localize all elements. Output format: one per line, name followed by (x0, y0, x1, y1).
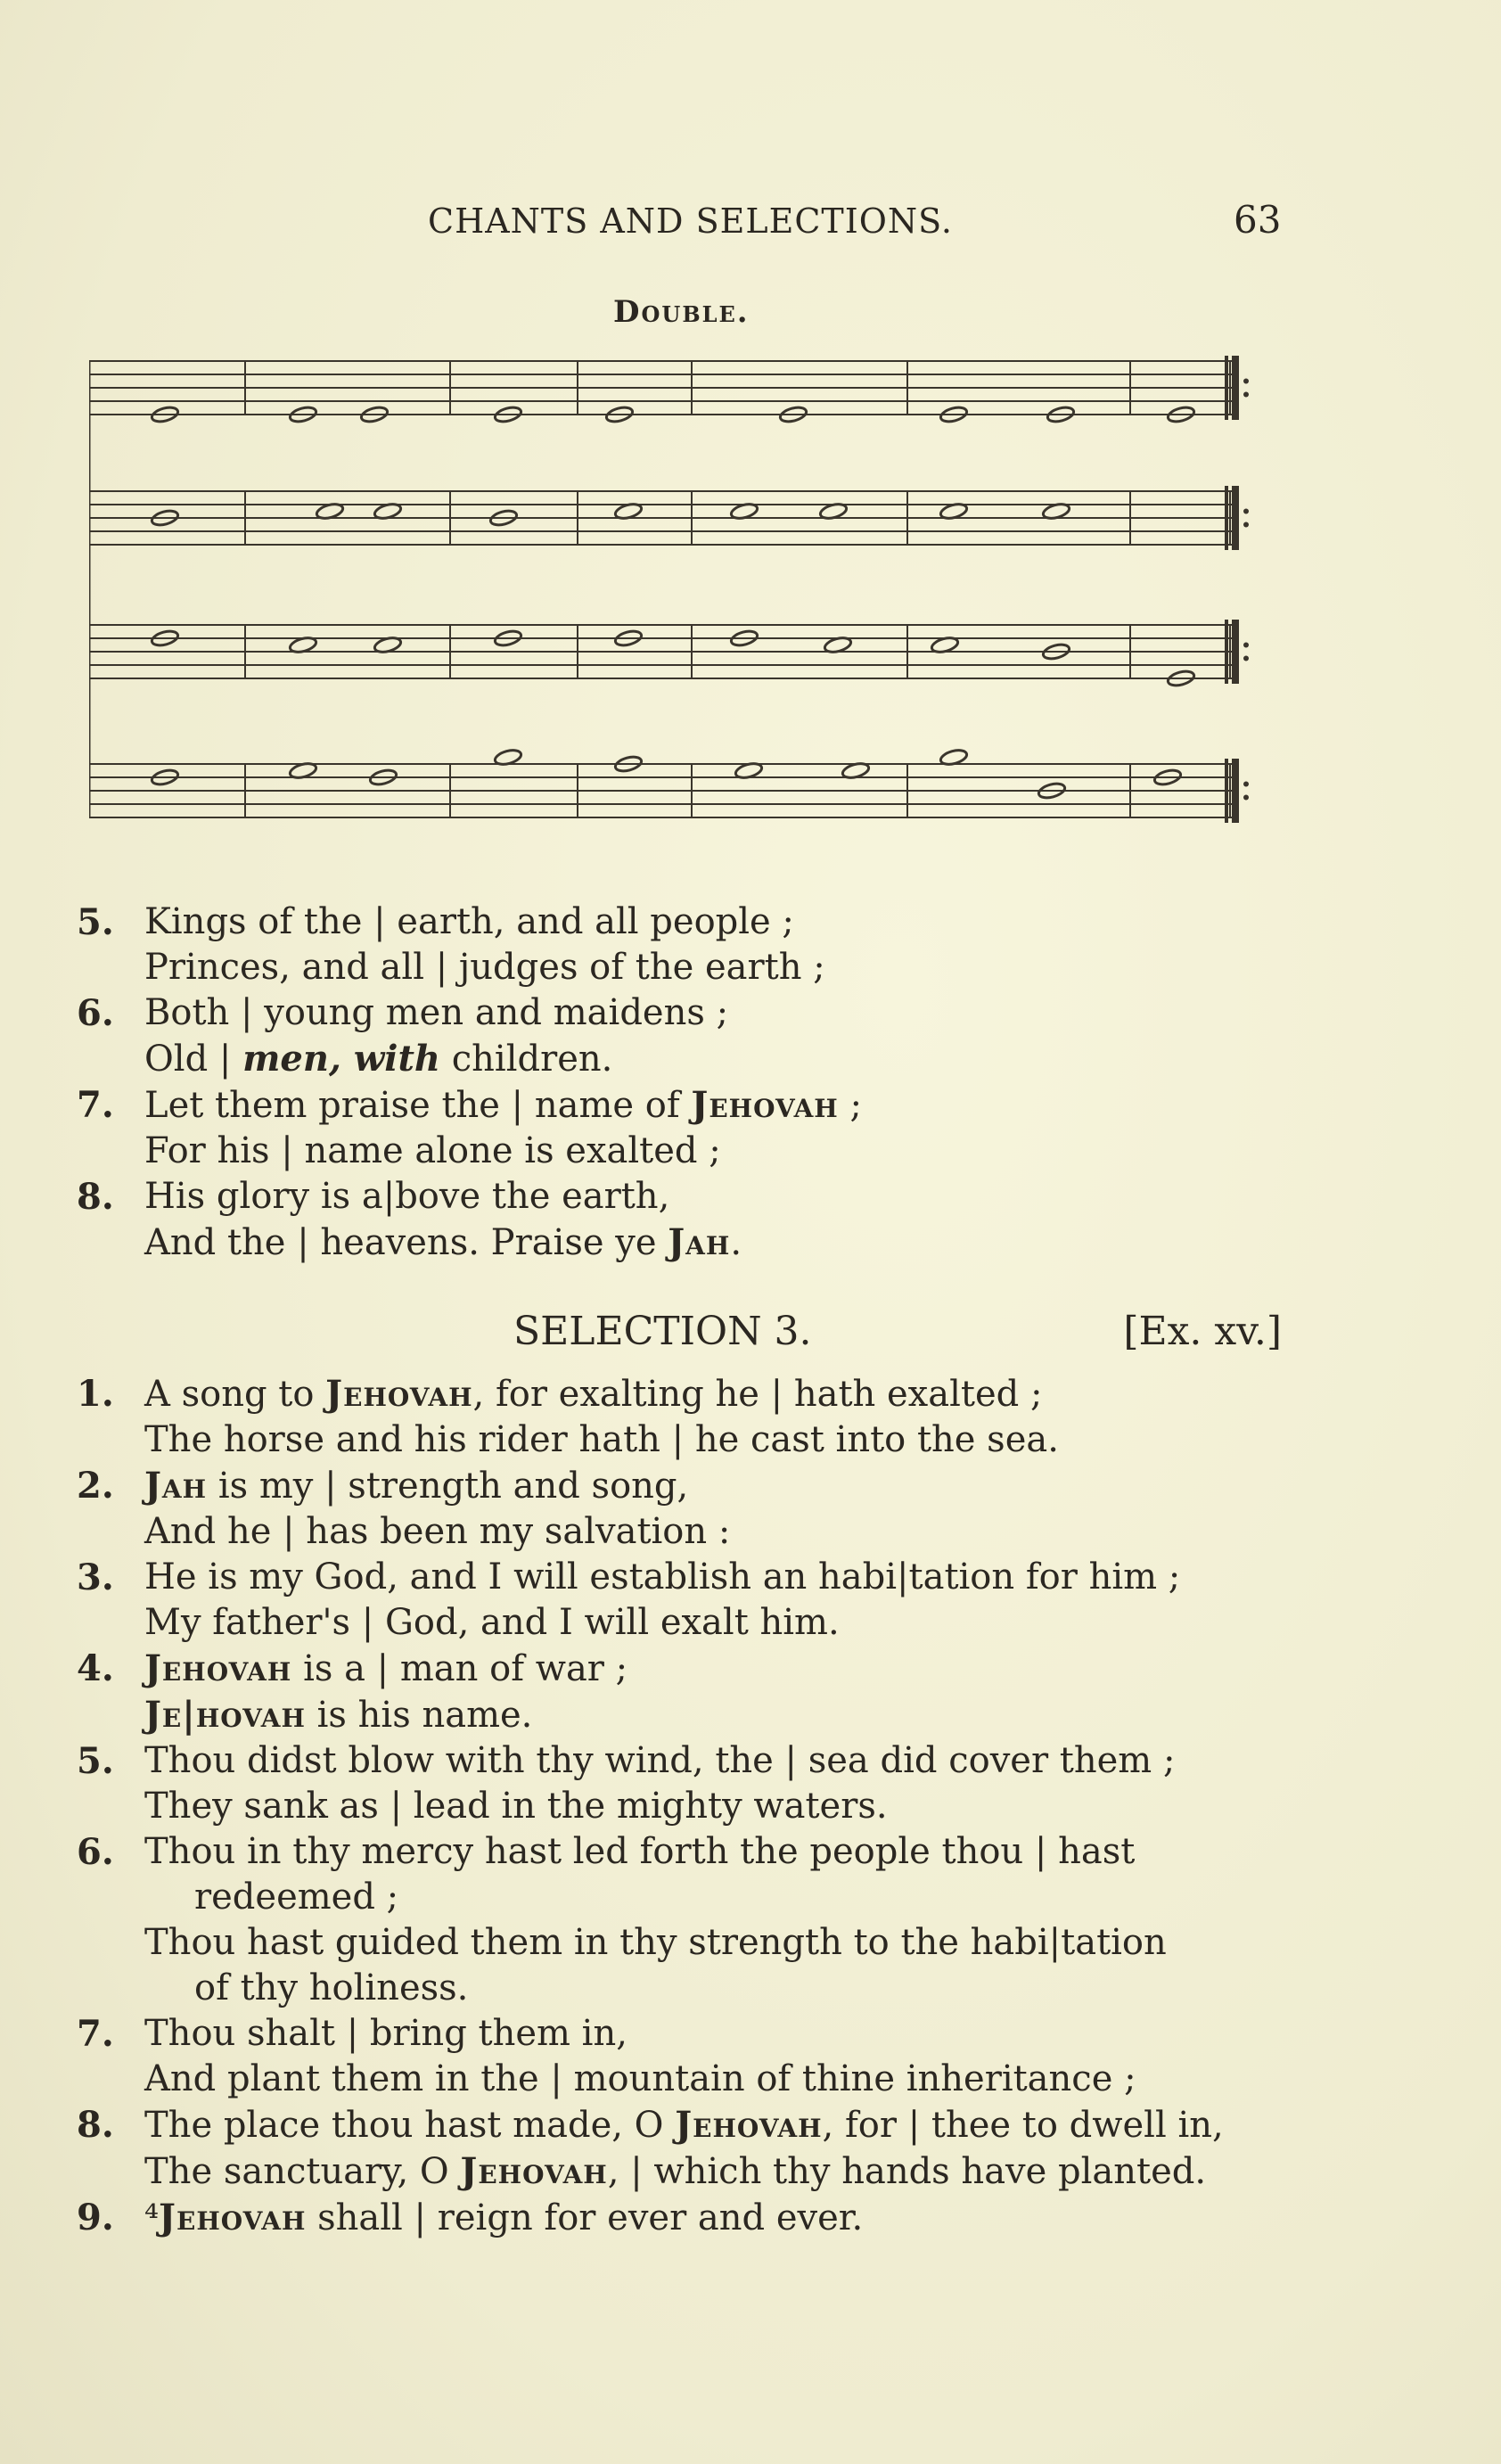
verse (77, 2195, 1298, 2241)
verse-number: 9. (77, 2197, 114, 2238)
verse (77, 1174, 1298, 1266)
verse-line: Je|hovah is his name. (144, 1694, 533, 1736)
verse-line: And he | has been my salvation : (144, 1511, 731, 1552)
running-title: CHANTS AND SELECTIONS. (428, 201, 953, 241)
verse-line: Both | young men and maidens ; (144, 992, 729, 1033)
verse (77, 1555, 1298, 1646)
verse (77, 1646, 1298, 1738)
verse-line: He is my God, and I will establish an habi|tation for him ; (144, 1556, 1181, 1597)
verse-line: Thou hast guided them in thy strength to the habi|tation (144, 1922, 1167, 1963)
verse-number: 8. (77, 1176, 114, 1218)
selection-verses (77, 1371, 1298, 2241)
verse-line: Thou in thy mercy hast led forth the people thou | hast (144, 1831, 1136, 1872)
repeat-dot (1243, 392, 1249, 398)
verse-line: For his | name alone is exalted ; (144, 1130, 721, 1171)
verse (77, 899, 1298, 990)
verse-number: 5. (77, 1740, 114, 1782)
verse-number: 6. (77, 992, 114, 1034)
verse-number: 7. (77, 1084, 114, 1126)
chant-label: Double. (613, 294, 750, 330)
repeat-dot (1243, 522, 1249, 528)
verse-number: 1. (77, 1373, 114, 1415)
verse-line: Let them praise the | name of Jehovah ; (144, 1084, 862, 1126)
verse-line: ⁴Jehovah shall | reign for ever and ever. (144, 2197, 864, 2238)
verse-number: 6. (77, 1831, 114, 1873)
verse-line: Old | men, with children. (144, 1038, 613, 1080)
verse-line: Thou didst blow with thy wind, the | sea did cover them ; (144, 1740, 1176, 1781)
page-number: 63 (1234, 198, 1282, 242)
music-score (89, 343, 1292, 851)
repeat-dot (1243, 795, 1249, 801)
verse-number: 2. (77, 1465, 114, 1507)
verse-number: 4. (77, 1647, 114, 1689)
verse-line: redeemed ; (194, 1877, 399, 1918)
verse-number: 8. (77, 2104, 114, 2146)
verse (77, 1463, 1298, 1555)
verse-number: 5. (77, 901, 114, 943)
verse-line: And plant them in the | mountain of thine inheritance ; (144, 2058, 1136, 2099)
verse-line: The horse and his rider hath | he cast into the sea. (144, 1419, 1059, 1460)
verse (77, 1738, 1298, 1829)
verse (77, 990, 1298, 1082)
selection-reference: [Ex. xv.] (1123, 1309, 1282, 1354)
repeat-dot (1243, 379, 1249, 384)
selection-heading (513, 1309, 1282, 1354)
verse (77, 2011, 1298, 2102)
verse (77, 1371, 1298, 1463)
verse-line: Jah is my | strength and song, (144, 1465, 689, 1507)
verse-line: of thy holiness. (194, 1967, 469, 2008)
verse-line: A song to Jehovah, for exalting he | hath exalted ; (144, 1373, 1043, 1415)
verse-line: Princes, and all | judges of the earth ; (144, 947, 825, 988)
verse-line: The sanctuary, O Jehovah, | which thy hands have planted. (144, 2150, 1207, 2192)
psalm-verses (77, 899, 1298, 1266)
verse-line: His glory is a|bove the earth, (144, 1176, 670, 1217)
repeat-dot (1243, 656, 1249, 661)
verse-line: Thou shalt | bring them in, (144, 2013, 627, 2054)
verse-number: 7. (77, 2013, 114, 2055)
selection-title: SELECTION 3. (513, 1309, 812, 1354)
verse-line: They sank as | lead in the mighty waters. (144, 1786, 888, 1827)
verse-line: The place thou hast made, O Jehovah, for | thee to dwell in, (144, 2104, 1224, 2146)
repeat-dot (1243, 782, 1249, 787)
verse-line: My father's | God, and I will exalt him. (144, 1602, 840, 1643)
repeat-dot (1243, 643, 1249, 648)
verse (77, 1082, 1298, 1174)
repeat-dot (1243, 509, 1249, 514)
verse (77, 2102, 1298, 2195)
verse (77, 1829, 1298, 2011)
verse-number: 3. (77, 1556, 114, 1598)
verse-line: Jehovah is a | man of war ; (144, 1647, 628, 1689)
verse-line: And the | heavens. Praise ye Jah. (144, 1221, 742, 1263)
verse-line: Kings of the | earth, and all people ; (144, 901, 794, 942)
